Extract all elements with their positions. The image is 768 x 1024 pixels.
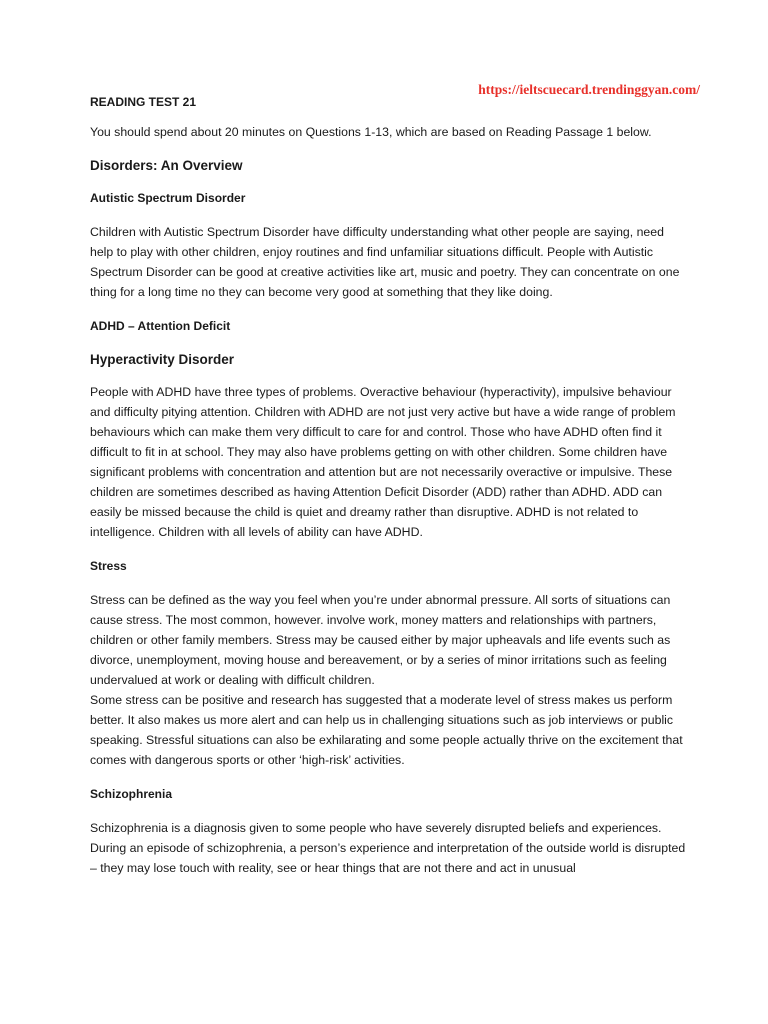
stress-paragraph-2: Some stress can be positive and research has suggested that a moderate level of stress makes us perform better. It also makes us more alert and can help us in challenging situations such as job interviews or public speaking. Stressful situations can also be exhilarating and some people actually thrive on the excitement that comes with dangerous sports or other ‘high-risk’ activities.	[90, 693, 683, 767]
schizophrenia-paragraph: Schizophrenia is a diagnosis given to some people who have severely disrupted beliefs and experiences. During an episode of schizophrenia, a person’s experience and interpretation of the outside world is disrupted – they may lose touch with reality, see or hear things that are not there and act in unusual	[90, 821, 686, 875]
adhd-heading-line1: ADHD – Attention Deficit	[90, 319, 231, 333]
test-title: READING TEST 21	[90, 95, 197, 109]
adhd-heading-line2: Hyperactivity Disorder	[90, 352, 235, 367]
passage-title: Disorders: An Overview	[90, 158, 243, 173]
autism-heading: Autistic Spectrum Disorder	[90, 191, 246, 205]
schizophrenia-heading: Schizophrenia	[90, 787, 173, 801]
adhd-paragraph: People with ADHD have three types of problems. Overactive behaviour (hyperactivity), impulsive behaviour and difficulty pitying attention. Children with ADHD are not just very active but have a wide range of problem behaviours which can make them very difficult to care for and control. Those who have ADHD often find it difficult to fit in at school. They may also have problems getting on with other children. Some children have significant problems with concentration and attention but are not necessarily overactive or impulsive. These children are sometimes described as having Attention Deficit Disorder (ADD) rather than ADHD. ADD can easily be missed because the child is quiet and dreamy rather than disruptive. ADHD is not related to intelligence. Children with all levels of ability can have ADHD.	[90, 385, 676, 539]
stress-heading: Stress	[90, 559, 127, 573]
instruction-text: You should spend about 20 minutes on Questions 1-13, which are based on Reading Passage 1 below.	[90, 125, 652, 139]
source-link[interactable]: https://ieltscuecard.trendinggyan.com/	[478, 82, 700, 97]
stress-paragraph-1: Stress can be defined as the way you feel when you’re under abnormal pressure. All sorts of situations can cause stress. The most common, however. involve work, money matters and relationships with partners, children or other family members. Stress may be caused either by major upheavals and life events such as divorce, unemployment, moving house and bereavement, or by a series of minor irritations such as feeling undervalued at work or dealing with difficult children.	[90, 593, 671, 687]
autism-paragraph: Children with Autistic Spectrum Disorder have difficulty understanding what other people are saying, need help to play with other children, enjoy routines and find unfamiliar situations difficult. People with Autistic Spectrum Disorder can be good at creative activities like art, music and poetry. They can concentrate on one thing for a long time no they can become very good at something that they like doing.	[90, 225, 680, 299]
passage-body	[90, 122, 688, 892]
